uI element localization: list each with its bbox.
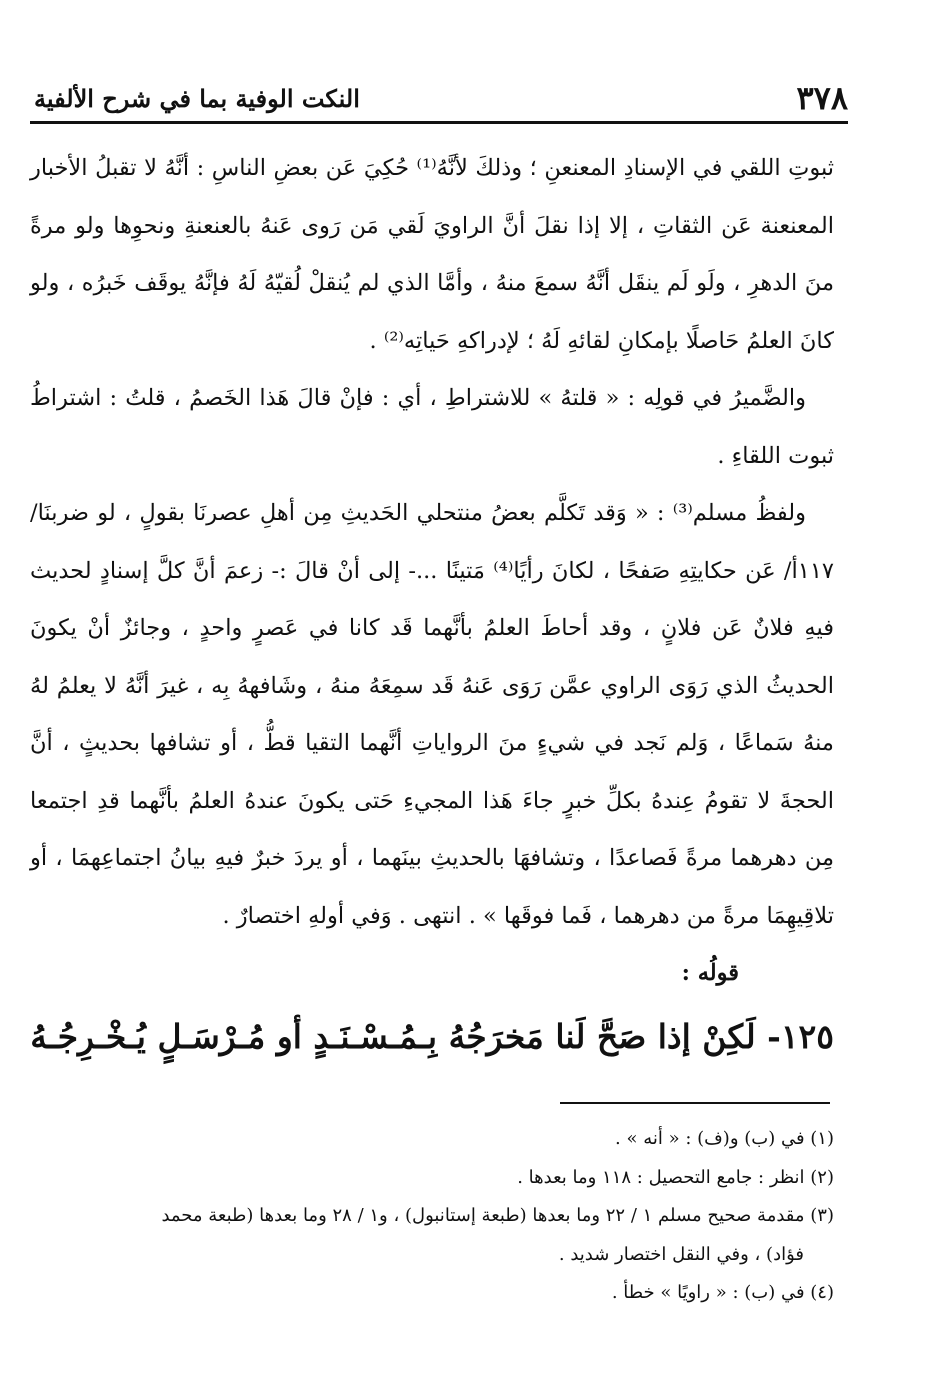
- footnote-rule: [560, 1102, 830, 1104]
- paragraph-3: ولفظُ مسلم⁽³⁾ : « وَقد تَكلَّم بعضُ منتحلي الحَديثِ مِن أهلِ عصرنَا بقولٍ ، لو ضربنَا/١١٧أ/ عَن حكايتِهِ صَفحًا ، لكانَ رأيًا⁽⁴⁾ مَتينًا ...- إلى أنْ قالَ :- زعمَ أنَّ كلَّ إسنادٍ لحديث فيهِ فلانٌ عَن فلانٍ ، وقد أحاطَ العلمُ بأنَّهما قَد كانا في عَصرٍ واحدٍ ، وجائزٌ أنْ يكونَ الحديثُ الذي رَوَى الراوي عمَّن رَوَى عَنهُ قَد سمِعَهُ منهُ ، وشَافههُ بِه ، غيرَ أنَّهُ لا يعلمُ لهُ منهُ سَماعًا ، وَلم نَجد في شيءٍ منَ الرواياتِ أنَّهما التقيا قطُّ ، أو تشافها بحديثٍ ، أنَّ الحجةَ لا تقومُ عِندهُ بكلِّ خبرٍ جاءَ هَذا المجيءِ حَتى يكونَ عندهُ العلمُ بأنَّهما قدِ اجتمعا مِن دهرهما مرةً فَصاعدًا ، وتشافهَا بالحديثِ بينَهما ، أو يردَ خبرٌ فيهِ بيانُ اجتماعِهمَا ، أو تلاقِيهِمَا مرةً من دهرهما ، فَما فوقَها » . انتهى . وَفي أولهِ اختصارٌ .: [30, 500, 834, 929]
- footnote-3: (٣) مقدمة صحيح مسلم ١ / ٢٢ وما بعدها (طبعة إستانبول) ، و١ / ٢٨ وما بعدها (طبعة محمد: [161, 1205, 834, 1226]
- verse-line: ١٢٥- لَكِنْ إذا صَحَّ لَنا مَخرَجُهُ بِـمُـسْـنَـدٍ أو مُـرْسَـلٍ يُـخْـرِجُـهُ: [30, 1016, 834, 1056]
- footnote-1: (١) في (ب) و(ف) : « أنه » .: [615, 1128, 834, 1149]
- main-text: [30, 140, 834, 1067]
- paragraph-1: ثبوتِ اللقي في الإسنادِ المعنعنِ ؛ وذلكَ لأنَّهُ⁽¹⁾ حُكِيَ عَن بعضِ الناسِ : أنَّهُ لا تقبلُ الأخبار المعنعنة عَن الثقاتِ ، إلا إذا نقلَ أنَّ الراويَ لَقي مَن رَوى عَنهُ بالعنعنةِ ونحوِها ولو مرةً منَ الدهرِ ، ولَو لَم ينقَل أنَّهُ سمعَ منهُ ، وأمَّا الذي لم يُنقلْ لُقيّهُ لَهُ فإنَّهُ يوقَف خَبرُه ، ولو كانَ العلمُ حَاصلًا بإمكانِ لقائهِ لَهُ ؛ لإدراكهِ حَياتِه⁽²⁾ .: [30, 155, 834, 354]
- page-number: ٣٧٨: [796, 79, 848, 117]
- footnote-3-continued: فؤاد) ، وفي النقل اختصار شديد .: [558, 1243, 804, 1265]
- running-title: النكت الوفية بما في شرح الألفية: [34, 84, 360, 113]
- paragraph-2: والضَّميرُ في قولِه : « قلتهُ » للاشتراطِ ، أي : فإنْ قالَ هَذا الخَصمُ ، قلتُ : اشتراطُ ثبوت اللقاءِ .: [30, 385, 834, 469]
- verse-lead: قولُه :: [681, 960, 739, 986]
- header-rule: [30, 121, 848, 124]
- footnote-2: (٢) انظر : جامع التحصيل : ١١٨ وما بعدها .: [517, 1166, 834, 1188]
- page-header: [34, 74, 848, 118]
- footnote-4: (٤) في (ب) : « راويًا » خطأ .: [611, 1282, 834, 1303]
- footnotes: [30, 1120, 834, 1313]
